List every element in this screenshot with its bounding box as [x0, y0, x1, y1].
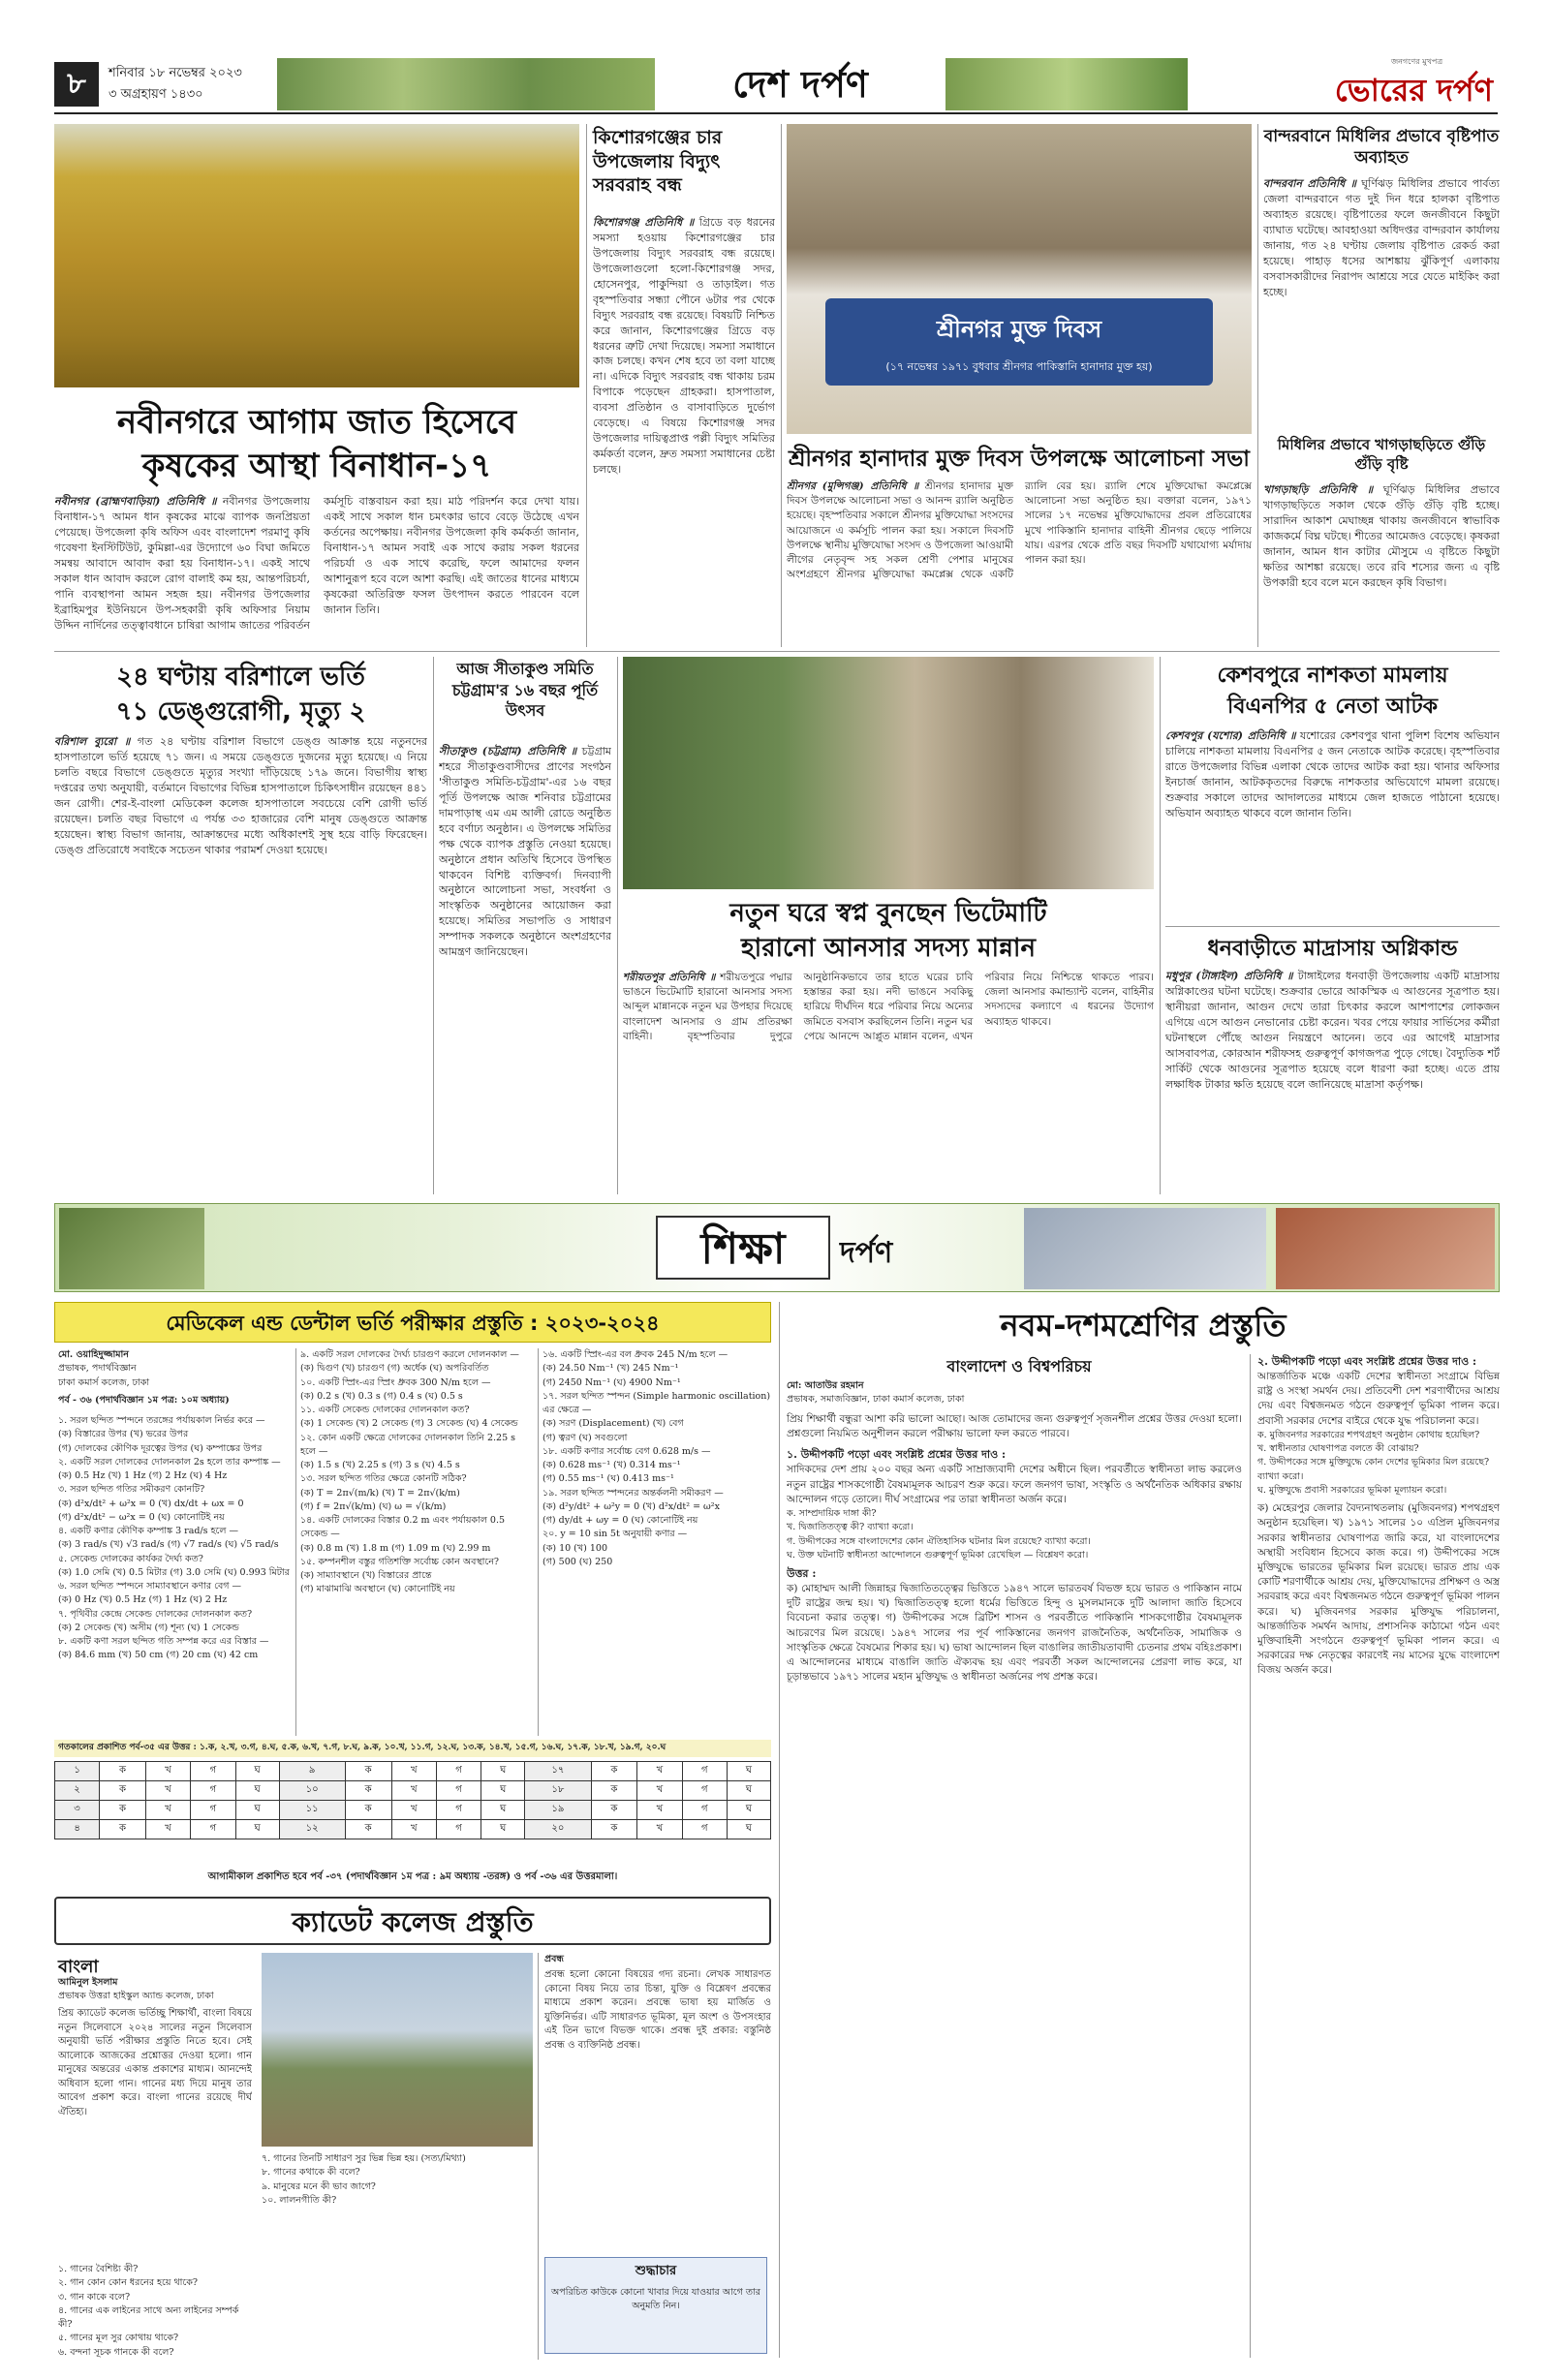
medical-q: ১৫. কম্পনশীল বস্তুর গতিশক্তি সর্বোচ্চ কোন অবস্থানে?	[300, 1556, 500, 1567]
col-divider-2	[781, 124, 782, 647]
class910-q2-part: ক. মুজিবনগর সরকারের শপথগ্রহণ অনুষ্ঠান কোথায় হয়েছিল?	[1257, 1429, 1480, 1440]
answer-cell: ১১	[279, 1801, 345, 1820]
answer-cell: গ	[682, 1762, 727, 1781]
medical-q: ১৩. সরল ছন্দিত গতির ক্ষেত্রে কোনটি সঠিক?	[300, 1473, 467, 1485]
education-banner-title: শিক্ষা	[700, 1224, 786, 1274]
answer-cell: গ	[191, 1781, 235, 1801]
answer-cell: ক	[345, 1781, 391, 1801]
header-photo-strip-right	[946, 58, 1188, 110]
medical-q: (গ) দোলকের কৌণিক দূরত্বের উপর (ঘ) কম্পাঙ্কের উপর	[58, 1442, 263, 1454]
cadet-col-divider	[538, 1953, 539, 2360]
cadet-body-2: প্রবন্ধ হলো কোনো বিষয়ের গদ্য রচনা। লেখক সাধারণত কোনো বিষয় নিয়ে তার চিন্তা, যুক্তি ও বিশ্লেষণ প্রবন্ধের মাধ্যমে প্রকাশ করেন। প্রবন্ধে ভাষা হয় মার্জিত ও যুক্তিনির্ভর। এটি সাধারণত ভূমিকা, মূল অংশ ও উপসংহার এই তিন ভাগে বিভক্ত থাকে। প্রবন্ধ দুই প্রকার: বস্তুনিষ্ঠ প্রবন্ধ ও ব্যক্তিনিষ্ঠ প্রবন্ধ।	[544, 1969, 771, 2051]
medical-answer-caption: গতকালের প্রকাশিত পর্ব-৩৫ এর উত্তর : ১.ক, ২.খ, ৩.গ, ৪.ঘ, ৫.ক, ৬.খ, ৭.গ, ৮.ঘ, ৯.ক, ১০.খ, ১১.গ, ১২.ঘ, ১৩.ক, ১৪.খ, ১৫.গ, ১৬.ঘ, ১৭.ক, ১৮.খ, ১৯.গ, ২০.ঘ	[54, 1740, 771, 1757]
medical-q: (গ) 2450 Nm⁻¹ (ঘ) 4900 Nm⁻¹	[542, 1376, 681, 1388]
medical-q: ৫. সেকেন্ড দোলকের কার্যকর দৈর্ঘ্য কত?	[58, 1553, 203, 1564]
cadet-q: ৫. গানের মূল সুর কোথায় থাকে?	[58, 2333, 179, 2344]
paper-tagline: জনগণের মুখপত্র	[1391, 57, 1443, 66]
medical-q: (ক) বিস্তারের উপর (খ) ভরের উপর	[58, 1429, 189, 1440]
answer-cell: ঘ	[481, 1820, 525, 1839]
medical-q: ১৪. একটি দোলকের বিস্তার 0.2 m এবং পর্যায়কাল 0.5 সেকেন্ড —	[300, 1515, 506, 1540]
class910-q2-part: গ. উদ্দীপকের সঙ্গে মুক্তিযুদ্ধে কোন দেশের ভূমিকার মিল রয়েছে? ব্যাখ্যা করো।	[1257, 1457, 1490, 1482]
answer-cell: গ	[436, 1801, 480, 1820]
medical-footer-note: আগামীকাল প্রকাশিত হবে পর্ব -৩৭ (পদার্থবিজ্ঞান ১ম পত্র : ৯ম অধ্যায় -তরঙ্গ) ও পর্ব -৩৬ এর উত্তরমালা।	[207, 1871, 618, 1882]
class910-q1-part: খ. দ্বিজাতিতত্ত্ব কী? ব্যাখ্যা করো।	[787, 1522, 914, 1533]
answer-cell: ক	[591, 1801, 637, 1820]
answer-cell: খ	[637, 1801, 682, 1820]
sreenagar-body-text: শ্রীনগর হানাদার মুক্ত দিবস উপলক্ষে আলোচনা সভা ও আনন্দ র‍্যালি অনুষ্ঠিত হয়েছে। বৃহস্পতিবার সকালে শ্রীনগর মুক্তিযোদ্ধা সংসদের আয়োজনে এ কর্মসূচি পালন করা হয়। সকালে দিবসটি উপলক্ষে স্থানীয় মুক্তিযোদ্ধা সংসদ ও উপজেলা আওয়ামী লীগের নেতৃবৃন্দ সহ সকল শ্রেণী পেশার মানুষের অংশগ্রহণে শ্রীনগর মুক্তিযোদ্ধা কমপ্লেক্স থেকে একটি র‍্যালি বের হয়। র‍্যালি শেষে মুক্তিযোদ্ধা কমপ্লেক্সে আলোচনা সভা অনুষ্ঠিত হয়। বক্তারা বলেন, ১৯৭১ সালের ১৭ নভেম্বর মুক্তিযোদ্ধাদের প্রবল প্রতিরোধের মুখে পাকিস্তানি হানাদার বাহিনী শ্রীনগর ছেড়ে পালিয়ে যায়। এরপর থেকে প্রতি বছর দিবসটি যথাযোগ্য মর্যাদায় পালন করা হয়।	[787, 480, 1252, 581]
sitakund-byline: সীতাকুণ্ড (চট্টগ্রাম) প্রতিনিধি ॥	[439, 745, 577, 757]
rain-headline-2: মিধিলির প্রভাবে খাগড়াছড়িতে গুঁড়ি গুঁড়ি বৃষ্টি	[1277, 436, 1486, 473]
answer-cell: খ	[145, 1762, 190, 1781]
answer-cell: খ	[391, 1762, 436, 1781]
medical-q: (ক) 0.5 Hz (খ) 1 Hz (গ) 2 Hz (ঘ) 4 Hz	[58, 1470, 228, 1481]
medical-q: ৭. পৃথিবীর কেন্দ্রে সেকেন্ড দোলকের দোলনকাল কত?	[58, 1608, 253, 1620]
power-headline: কিশোরগঞ্জের চার উপজেলায় বিদ্যুৎ সরবরাহ বন্ধ	[593, 127, 723, 197]
rain-body-text: ঘূর্ণিঝড় মিধিলির প্রভাবে পার্বত্য জেলা বান্দরবানে গত দুই দিন ধরে হালকা বৃষ্টিপাত অব্যাহত রয়েছে। বৃষ্টিপাতের ফলে জনজীবনে কিছুটা ব্যাঘাত ঘটেছে। আবহাওয়া অধিদপ্তর বান্দরবান কার্যালয় জানায়, গত ২৪ ঘণ্টায় জেলায় বৃষ্টিপাত রেকর্ড করা হয়েছে। পাহাড় ধসের আশঙ্কায় ঝুঁকিপূর্ণ এলাকায় বসবাসকারীদের নিরাপদ আশ্রয়ে সরে যেতে মাইকিং করা হচ্ছে।	[1263, 177, 1500, 298]
keshabpur-body	[1165, 728, 1500, 920]
answer-cell: ১৮	[525, 1781, 591, 1801]
keshabpur-fire-divider	[1165, 926, 1500, 927]
rain-byline-2: খাগড়াছড়ি প্রতিনিধি ॥	[1263, 483, 1374, 496]
answer-cell: ঘ	[727, 1801, 770, 1820]
class910-q2-title: ২. উদ্দীপকটি পড়ো এবং সংশ্লিষ্ট প্রশ্নের উত্তর দাও :	[1257, 1355, 1477, 1368]
ansar-body-text: শরীয়তপুরে পদ্মার ভাঙনে ভিটেমাটি হারানো আনসার সদস্য আব্দুল মান্নানকে নতুন ঘর উপহার দিয়েছে বাংলাদেশ আনসার ও গ্রাম প্রতিরক্ষা বাহিনী। বৃহস্পতিবার দুপুরে আনুষ্ঠানিকভাবে তার হাতে ঘরের চাবি হস্তান্তর করা হয়। নদী ভাঙনে সবকিছু হারিয়ে দীর্ঘদিন ধরে পরিবার নিয়ে অন্যের জমিতে বসবাস করছিলেন তিনি। নতুন ঘর পেয়ে আনন্দে আপ্লুত মান্নান বলেন, এখন পরিবার নিয়ে নিশ্চিন্তে থাকতে পারব। জেলা আনসার কমান্ড্যান্ট বলেন, বাহিনীর সদস্যদের কল্যাণে এ ধরনের উদ্যোগ অব্যাহত থাকবে।	[623, 972, 1154, 1042]
cadet-header	[54, 1897, 771, 1945]
answer-cell: ঘ	[727, 1762, 770, 1781]
answer-cell: গ	[191, 1801, 235, 1820]
sreenagar-banner	[825, 298, 1213, 386]
education-banner-photo-mid	[1024, 1208, 1266, 1289]
dengue-headline-2: ৭১ ডেঙ্গুরোগী, মৃত্যু ২	[115, 697, 366, 726]
keshabpur-headline-1: কেশবপুরে নাশকতা মামলায়	[1217, 664, 1448, 688]
answer-cell: ২০	[525, 1820, 591, 1839]
power-body-text: গ্রিডে বড় ধরনের সমস্যা হওয়ায় কিশোরগঞ্জের চার উপজেলায় বিদ্যুৎ সরবরাহ বন্ধ রয়েছে। উপজেলাগুলো হলো-কিশোরগঞ্জ সদর, হোসেনপুর, পাকুন্দিয়া ও তাড়াইল। গত বৃহস্পতিবার সন্ধ্যা পৌনে ৬টার পর থেকে বিদ্যুৎ সরবরাহ বন্ধ রয়েছে। বিষয়টি নিশ্চিত করে জানান, কিশোরগঞ্জের গ্রিডে বড় ধরনের ত্রুটি দেখা দিয়েছে। সমস্যা সমাধানে কাজ চলছে। কখন শেষ হবে তা বলা যাচ্ছে না। এদিকে বিদ্যুৎ সরবরাহ বন্ধ থাকায় চরম বিপাকে পড়েছেন গ্রাহকরা। হাসপাতাল, ব্যবসা প্রতিষ্ঠান ও বাসাবাড়িতে দুর্ভোগ বেড়েছে। এ বিষয়ে কিশোরগঞ্জ সদর উপজেলার দায়িত্বপ্রাপ্ত পল্লী বিদ্যুৎ সমিতির কর্মকর্তা বলেন, দ্রুত সমস্যা সমাধানের চেষ্টা চলছে।	[593, 216, 775, 476]
medical-q: (ক) T = 2π√(m/k) (খ) T = 2π√(k/m)	[300, 1487, 460, 1499]
medical-author: মো. ওয়াহিদুজ্জামান	[58, 1349, 129, 1360]
medical-q: (ক) 24.50 Nm⁻¹ (খ) 245 Nm⁻¹	[542, 1363, 679, 1375]
answer-cell: খ	[391, 1801, 436, 1820]
medical-q: (গ) d²x/dt² − ω²x = 0 (ঘ) কোনোটিই নয়	[58, 1511, 225, 1523]
class910-q1-body: সাদিকদের দেশ প্রায় ২০০ বছর অন্য একটি সাম্রাজ্যবাদী দেশের অধীনে ছিল। পরবর্তীতে স্বাধীনতা লাভ করলেও নতুন রাষ্ট্রের শাসকগোষ্ঠী বৈষম্যমূলক আচরণ শুরু করে। ফলে জনগণ ভাষা, সংস্কৃতি ও অর্থনৈতিক অধিকার রক্ষায় আন্দোলন গড়ে তোলে। দীর্ঘ সংগ্রামের পর তারা স্বাধীনতা অর্জন করে।	[787, 1464, 1242, 1505]
answer-cell: ক	[345, 1820, 391, 1839]
edu-col-divider	[779, 1302, 780, 2358]
medical-questions-col2	[300, 1348, 533, 1736]
medical-col-divider-2	[538, 1348, 539, 1736]
class910-subject: বাংলাদেশ ও বিশ্বপরিচয়	[946, 1357, 1092, 1375]
answer-cell: ঘ	[235, 1762, 279, 1781]
answer-cell: ঘ	[727, 1820, 770, 1839]
medical-q: (ক) 3 rad/s (খ) √3 rad/s (গ) √7 rad/s (ঘ) √5 rad/s	[58, 1539, 279, 1551]
answer-cell: গ	[682, 1820, 727, 1839]
answer-cell: গ	[436, 1820, 480, 1839]
answer-cell: ২	[55, 1781, 100, 1801]
answer-cell: গ	[436, 1781, 480, 1801]
sreenagar-photo	[787, 124, 1252, 434]
rice-field-photo	[54, 124, 579, 387]
medical-chapter: পর্ব - ৩৬ (পদার্থবিজ্ঞান ১ম পত্র: ১০ম অধ্যায়)	[58, 1394, 230, 1406]
cadet-section-label: প্রবন্ধ	[544, 1954, 564, 1964]
class910-col-b	[1257, 1354, 1500, 2358]
answer-cell: ক	[591, 1820, 637, 1839]
answer-row	[55, 1781, 771, 1801]
answer-cell: খ	[391, 1820, 436, 1839]
class910-q2-part: খ. স্বাধীনতার ঘোষণাপত্র বলতে কী বোঝায়?	[1257, 1443, 1419, 1455]
answer-cell: ১০	[279, 1781, 345, 1801]
medical-q: (ক) 10 (খ) 100	[542, 1542, 607, 1554]
answer-cell: ক	[345, 1762, 391, 1781]
class910-header: নবম-দশমশ্রেণির প্রস্তুতি	[1000, 1307, 1286, 1344]
medical-q: ১৬. একটি স্প্রিং-এর বল ধ্রুবক 245 N/m হলে —	[542, 1349, 728, 1360]
education-banner-photo-left	[59, 1208, 204, 1289]
answer-cell: খ	[637, 1781, 682, 1801]
sitakund-body	[439, 744, 611, 1194]
date-line-1: শনিবার ১৮ নভেম্বর ২০২৩	[108, 66, 242, 80]
cadet-q: ২. গান কোন কোন ধরনের হয়ে থাকে?	[58, 2277, 198, 2289]
page-number: ৮	[54, 62, 99, 107]
answer-cell: ১২	[279, 1820, 345, 1839]
answer-cell: খ	[637, 1820, 682, 1839]
answer-cell: ৯	[279, 1762, 345, 1781]
rain-body	[1263, 176, 1500, 428]
answer-cell: ক	[100, 1820, 146, 1839]
cadet-q: ৩. গান কাকে বলে?	[58, 2291, 131, 2303]
sreenagar-byline: শ্রীনগর (মুন্সিগঞ্জ) প্রতিনিধি ॥	[787, 480, 919, 492]
rain-body-2	[1263, 482, 1500, 645]
class910-author: মো: আতাউর রহমান	[787, 1380, 864, 1391]
sreenagar-body	[787, 479, 1252, 644]
cadet-box-text: অপরিচিত কাউকে কোনো খাবার দিয়ে যাওয়ার আগে তার অনুমতি নিন।	[551, 2287, 760, 2312]
rice-body	[54, 494, 579, 639]
answer-cell: খ	[637, 1762, 682, 1781]
answer-cell: ক	[100, 1762, 146, 1781]
medical-header	[54, 1302, 771, 1343]
fire-byline: মধুপুর (টাঙ্গাইল) প্রতিনিধি ॥	[1165, 970, 1293, 982]
class910-q1-part: গ. উদ্দীপকের সঙ্গে বাংলাদেশের কোন ঐতিহাসিক ঘটনার মিল রয়েছে? ব্যাখ্যা করো।	[787, 1535, 1091, 1547]
answer-cell: ঘ	[481, 1762, 525, 1781]
cadet-q: ১. গানের বৈশিষ্ট্য কী?	[58, 2264, 139, 2274]
sitakund-body-text: চট্টগ্রাম শহরে সীতাকুণ্ডবাসীদের প্রাণের সংগঠন 'সীতাকুণ্ড সমিতি-চট্টগ্রাম'-এর ১৬ বছর পূর্তি উপলক্ষে আজ শনিবার চট্টগ্রামের দামপাড়াস্থ এম এম আলী রোডে অনুষ্ঠিত হবে বর্ণাঢ্য অনুষ্ঠান। এ উপলক্ষে সমিতির পক্ষ থেকে ব্যাপক প্রস্তুতি নেওয়া হয়েছে। অনুষ্ঠানে প্রধান অতিথি হিসেবে উপস্থিত থাকবেন বিশিষ্ট ব্যক্তিবর্গ। দিনব্যাপী অনুষ্ঠানে আলোচনা সভা, সংবর্ধনা ও সাংস্কৃতিক অনুষ্ঠানের আয়োজন করা হয়েছে। সমিতির সভাপতি ও সাধারণ সম্পাদক সকলকে অনুষ্ঠানে অংশগ্রহণের আমন্ত্রণ জানিয়েছেন।	[439, 745, 611, 959]
answer-cell: খ	[145, 1820, 190, 1839]
answer-cell: খ	[391, 1781, 436, 1801]
class910-col-a	[787, 1412, 1242, 2358]
medical-q: ৪. একটি কণার কৌণিক কম্পাঙ্ক 3 rad/s হলে —	[58, 1526, 238, 1536]
class910-col-divider	[1250, 1354, 1251, 2358]
medical-answer-grid	[54, 1761, 771, 1839]
medical-q: ৩. সরল ছন্দিত গতির সমীকরণ কোনটি?	[58, 1484, 205, 1496]
answer-cell: ঘ	[235, 1820, 279, 1839]
dengue-body	[54, 734, 427, 1194]
rice-headline-2: কৃষকের আস্থা বিনাধান-১৭	[141, 447, 492, 485]
class910-answers: ক) মোহাম্মদ আলী জিন্নাহর দ্বিজাতিতত্ত্বের ভিত্তিতে ১৯৪৭ সালে ভারতবর্ষ বিভক্ত হয়ে ভারত ও পাকিস্তান নামে দুটি রাষ্ট্রের জন্ম হয়। খ) দ্বিজাতিতত্ত্ব হলো ধর্মের ভিত্তিতে হিন্দু ও মুসলমানকে দুটি আলাদা জাতি হিসেবে বিবেচনা করার তত্ত্ব। গ) উদ্দীপকের সঙ্গে ব্রিটিশ শাসন ও পরবর্তীতে পাকিস্তানি শাসকগোষ্ঠীর বৈষম্যমূলক আচরণের মিল রয়েছে। ১৯৪৭ সালের পর পূর্ব পাকিস্তানের জনগণ রাজনৈতিক, অর্থনৈতিক, সামাজিক ও সাংস্কৃতিক ক্ষেত্রে বৈষম্যের শিকার হয়। ঘ) ভাষা আন্দোলন ছিল বাঙালির জাতীয়তাবাদী চেতনার প্রথম বহিঃপ্রকাশ। এ আন্দোলনের মাধ্যমে বাঙালি জাতি ঐক্যবদ্ধ হয় এবং পরবর্তী সকল আন্দোলনের প্রেরণা লাভ করে, যা চূড়ান্তভাবে ১৯৭১ সালের মহান মুক্তিযুদ্ধ ও স্বাধীনতা অর্জনের পথ প্রশস্ত করে।	[787, 1582, 1242, 1684]
medical-author-inst: ঢাকা কমার্স কলেজ, ঢাকা	[58, 1376, 150, 1388]
medical-col-divider-1	[295, 1348, 296, 1736]
keshabpur-body-text: যশোরের কেশবপুর থানা পুলিশ বিশেষ অভিযান চালিয়ে নাশকতা মামলায় বিএনপির ৫ জন নেতাকে আটক করেছে। বৃহস্পতিবার রাতে উপজেলার বিভিন্ন এলাকা থেকে তাদের আটক করা হয়। থানার অফিসার ইনচার্জ জানান, আটককৃতদের বিরুদ্ধে নাশকতার অভিযোগে মামলা রয়েছে। শুক্রবার সকালে তাদের আদালতের মাধ্যমে জেল হাজতে পাঠানো হয়েছে। অভিযান অব্যাহত থাকবে বলে জানান তিনি।	[1165, 729, 1500, 819]
answer-cell: গ	[436, 1762, 480, 1781]
medical-q: (ক) 0 Hz (খ) 0.5 Hz (গ) 1 Hz (ঘ) 2 Hz	[58, 1594, 228, 1606]
answer-table	[54, 1761, 771, 1839]
medical-q: (ক) 2 সেকেন্ড (খ) অসীম (গ) শূন্য (ঘ) 1 সেকেন্ড	[58, 1622, 239, 1633]
medical-q: ১৯. সরল ছন্দিত স্পন্দনের অন্তর্কলনী সমীকরণ —	[542, 1487, 724, 1499]
col-divider-4	[433, 657, 434, 1194]
class910-q2-body: আন্তর্জাতিক মঞ্চে একটি দেশের স্বাধীনতা সংগ্রামে বিভিন্ন রাষ্ট্র ও সংস্থা সমর্থন দেয়। প্রতিবেশী দেশ শরণার্থীদের আশ্রয় দেয় এবং বিশ্বজনমত গঠনে গুরুত্বপূর্ণ ভূমিকা পালন করে। প্রবাসী সরকার দেশের বাইরে থেকে যুদ্ধ পরিচালনা করে।	[1257, 1370, 1500, 1427]
cadet-questions	[58, 2263, 252, 2360]
answer-cell: গ	[682, 1781, 727, 1801]
class910-q1-part: ক. সাম্প্রদায়িক দাঙ্গা কী?	[787, 1508, 877, 1520]
fire-body	[1165, 969, 1500, 1193]
cadet-header-text: ক্যাডেট কলেজ প্রস্তুতি	[292, 1906, 534, 1938]
education-banner-suffix: দর্পণ	[840, 1236, 893, 1270]
medical-q: (ক) সরণ (Displacement) (খ) বেগ	[542, 1418, 684, 1430]
medical-q: (ক) 1.5 s (খ) 2.25 s (গ) 3 s (ঘ) 4.5 s	[300, 1460, 460, 1470]
class910-q2-part: ঘ. মুক্তিযুদ্ধে প্রবাসী সরকারের ভূমিকা মূল্যায়ন করো।	[1257, 1484, 1447, 1496]
medical-q: ১২. কোন একটি ক্ষেত্রে দোলকের দোলনকাল তিনি 2.25 s হলে —	[300, 1432, 516, 1457]
medical-q: ১. সরল ছন্দিত স্পন্দনে তরঙ্গের পর্যায়কাল নির্ভর করে —	[58, 1415, 265, 1426]
cadet-mid-questions	[262, 2152, 533, 2208]
class910-q1-title: ১. উদ্দীপকটি পড়ো এবং সংশ্লিষ্ট প্রশ্নের উত্তর দাও :	[787, 1448, 1007, 1462]
medical-q: ১৭. সরল ছন্দিত স্পন্দন (Simple harmonic oscillation) এর ক্ষেত্রে —	[542, 1390, 771, 1415]
answer-row	[55, 1762, 771, 1781]
medical-questions-col1	[58, 1414, 291, 1734]
ansar-byline: শরীয়তপুর প্রতিনিধি ॥	[623, 972, 716, 983]
keshabpur-headline-2: বিএনপির ৫ নেতা আটক	[1227, 695, 1438, 719]
medical-q: ৮. একটি কণা সরল ছন্দিত গতি সম্পন্ন করে এর বিস্তার —	[58, 1636, 269, 1647]
fire-body-text: টাঙ্গাইলের ধনবাড়ী উপজেলায় একটি মাদ্রাসায় অগ্নিকাণ্ডের ঘটনা ঘটেছে। শুক্রবার ভোরে আকস্মিক এ আগুনের সূত্রপাত হয়। স্থানীয়রা জানান, আগুন দেখে তারা চিৎকার করলে আশপাশের লোকজন এগিয়ে এসে আগুন নেভানোর চেষ্টা করেন। খবর পেয়ে ফায়ার সার্ভিসের কর্মীরা ঘটনাস্থলে পৌঁছে আগুন নিয়ন্ত্রণে আনেন। তবে এর আগেই মাদ্রাসার আসবাবপত্র, কোরআন শরীফসহ গুরুত্বপূর্ণ কাগজপত্র পুড়ে গেছে। বৈদ্যুতিক শর্ট সার্কিট থেকে আগুনের সূত্রপাত হয়েছে বলে ধারণা করা হচ্ছে। এতে প্রায় লক্ষাধিক টাকার ক্ষতি হয়েছে বলে জানিয়েছে মাদ্রাসা কর্তৃপক্ষ।	[1165, 970, 1500, 1091]
cadet-body-1: প্রিয় ক্যাডেট কলেজ ভর্তিচ্ছু শিক্ষার্থী, বাংলা বিষয়ে নতুন সিলেবাসে ২০২৪ সালের নতুন সিলেবাস অনুযায়ী ভর্তি পরীক্ষার প্রস্তুতি নিতে হবে। সেই আলোকে আজকের প্রশ্নোত্তর দেওয়া হলো। গান মানুষের অন্তরের একান্ত প্রকাশের মাধ্যম। আনন্দেই অধিবাস হলো গান। গানের মধ্য দিয়ে মানুষ তার আবেগ প্রকাশ করে। বাংলা গানের রয়েছে দীর্ঘ ঐতিহ্য।	[58, 2008, 252, 2117]
cadet-mid-q: ৭. গানের তিনটি সাধারণ সুর ভিন্ন ভিন্ন হয়। (সত্য/মিথ্যা)	[262, 2153, 466, 2164]
answer-cell: ঘ	[727, 1781, 770, 1801]
answer-cell: ক	[591, 1781, 637, 1801]
col-divider-3	[1257, 124, 1258, 647]
medical-header-text: মেডিকেল এন্ড ডেন্টাল ভর্তি পরীক্ষার প্রস্তুতি : ২০২৩-২০২৪	[166, 1312, 660, 1335]
cadet-subject: বাংলা	[58, 1957, 99, 1977]
sreenagar-banner-title: শ্রীনগর মুক্ত দিবস	[936, 316, 1102, 343]
cadet-parade-photo	[262, 1953, 533, 2147]
class910-answer-label: উত্তর :	[787, 1567, 817, 1581]
medical-questions-col3	[542, 1348, 771, 1736]
power-byline: কিশোরগঞ্জ প্রতিনিধি ॥	[593, 216, 695, 229]
keshabpur-byline: কেশবপুর (যশোর) প্রতিনিধি ॥	[1165, 729, 1296, 742]
answer-cell: ক	[591, 1762, 637, 1781]
cadet-box	[544, 2257, 767, 2354]
answer-cell: গ	[682, 1801, 727, 1820]
education-banner-title-box	[656, 1216, 830, 1280]
medical-q: (গ) 0.55 ms⁻¹ (ঘ) 0.413 ms⁻¹	[542, 1473, 674, 1485]
rain-body-2-text: ঘূর্ণিঝড় মিধিলির প্রভাবে খাগড়াছড়িতে সকাল থেকে গুঁড়ি গুঁড়ি বৃষ্টি হচ্ছে। সারাদিন আকাশ মেঘাচ্ছন্ন থাকায় জনজীবনে স্বাভাবিক কাজকর্মে বিঘ্ন ঘটছে। শীতের আমেজও বেড়েছে। কৃষকরা জানান, আমন ধান কাটার মৌসুমে এ বৃষ্টিতে কিছুটা ক্ষতির আশঙ্কা রয়েছে। তবে রবি শস্যের জন্য এ বৃষ্টি উপকারী হবে বলে মনে করছেন কৃষি বিভাগ।	[1263, 483, 1500, 589]
education-banner	[54, 1203, 1500, 1292]
medical-q: ১১. একটি সেকেন্ড দোলকের দোলনকাল কত?	[300, 1405, 470, 1415]
ansar-headline-1: নতুন ঘরে স্বপ্ন বুনছেন ভিটেমাটি	[729, 899, 1047, 928]
rice-headline-1: নবীনগরে আগাম জাত হিসেবে	[116, 403, 517, 442]
medical-q: (ক) 1 সেকেন্ড (খ) 2 সেকেন্ড (গ) 3 সেকেন্ড (ঘ) 4 সেকেন্ড	[300, 1418, 518, 1430]
medical-q: ১৮. একটি কণার সর্বোচ্চ বেগ 0.628 m/s —	[542, 1445, 711, 1457]
header-photo-strip-left	[277, 58, 655, 110]
sitakund-headline: আজ সীতাকুণ্ড সমিতি চট্টগ্রাম'র ১৬ বছর পূর্তি উৎসব	[451, 660, 599, 721]
medical-q: (ক) 0.628 ms⁻¹ (খ) 0.314 ms⁻¹	[542, 1460, 681, 1470]
medical-q: ৯. একটি সরল দোলকের দৈর্ঘ্য চারগুণ করলে দোলনকাল —	[300, 1349, 519, 1360]
answer-cell: ঘ	[481, 1801, 525, 1820]
answer-cell: ১৯	[525, 1801, 591, 1820]
medical-q: (ক) d²x/dt² + ω²x = 0 (খ) dx/dt + ωx = 0	[58, 1498, 244, 1509]
sreenagar-banner-sub: (১৭ নভেম্বর ১৯৭১ বুধবার শ্রীনগর পাকিস্তানি হানাদার মুক্ত হয়)	[885, 360, 1153, 373]
ansar-body	[623, 971, 1154, 1193]
dengue-headline-1: ২৪ ঘণ্টায় বরিশালে ভর্তি	[116, 663, 365, 692]
medical-q: ১০. একটি স্প্রিং-এর স্প্রিং ধ্রুবক 300 N/m হলে —	[300, 1376, 491, 1388]
cadet-mid-q: ১০. লালনগীতি কী?	[262, 2194, 337, 2206]
dengue-body-text: গত ২৪ ঘণ্টায় বরিশাল বিভাগে ডেঙ্গু আক্রান্ত হয়ে নতুনদের হাসপাতালে ভর্তি হয়েছে ৭১ জন। এ সময়ে ডেঙ্গুতে দুজনের মৃত্যু হয়েছে। এ নিয়ে চলতি বছরে বিভাগে ডেঙ্গুতে মৃত্যুর সংখ্যা দাঁড়িয়েছে ১৭৯ জনে। বিভাগীয় স্বাস্থ্য দপ্তরের তথ্য অনুযায়ী, বর্তমানে বিভাগের বিভিন্ন হাসপাতালে চিকিৎসাধীন রয়েছেন ৪৪১ জন রোগী। শের-ই-বাংলা মেডিকেল কলেজ হাসপাতালে সবচেয়ে বেশি রোগী ভর্তি রয়েছেন। চলতি বছর বিভাগে এ পর্যন্ত ৩৩ হাজারের বেশি মানুষ ডেঙ্গুতে আক্রান্ত হয়েছেন। স্বাস্থ্য বিভাগ জানায়, আক্রান্তদের মধ্যে অধিকাংশই সুস্থ হয়ে বাড়ি ফিরেছেন। ডেঙ্গু প্রতিরোধে সবাইকে সচেতন থাকার পরামর্শ দেওয়া হয়েছে।	[54, 735, 427, 856]
rain-headline: বান্দরবানে মিধিলির প্রভাবে বৃষ্টিপাত অব্যাহত	[1263, 127, 1500, 169]
rain-byline: বান্দরবান প্রতিনিধি ॥	[1263, 177, 1357, 190]
fire-headline: ধনবাড়ীতে মাদ্রাসায় অগ্নিকান্ড	[1207, 937, 1458, 961]
medical-q: (ক) 1.0 সেমি (খ) 0.5 মিটার (গ) 3.0 সেমি (ঘ) 0.993 মিটার	[58, 1566, 290, 1578]
answer-row	[55, 1801, 771, 1820]
date-line-2: ৩ অগ্রহায়ণ ১৪৩০	[108, 87, 203, 102]
medical-q: (ক) 0.8 m (খ) 1.8 m (গ) 1.09 m (ঘ) 2.99 m	[300, 1542, 491, 1554]
answer-row	[55, 1820, 771, 1839]
medical-q: ৬. সরল ছন্দিত স্পন্দনে সাম্যাবস্থানে কণার বেগ —	[58, 1581, 242, 1592]
rice-byline: নবীনগর (ব্রাহ্মণবাড়িয়া) প্রতিনিধি ॥	[54, 495, 217, 508]
cadet-author: আমিনুল ইসলাম	[58, 1977, 118, 1988]
medical-q: (ক) সাম্যাবস্থানে (খ) বিস্তারের প্রান্তে	[300, 1570, 432, 1581]
medical-q: (ক) দ্বিগুণ (খ) চারগুণ (গ) অর্ধেক (ঘ) অপরিবর্তিত	[300, 1363, 489, 1375]
medical-intro	[58, 1348, 291, 1407]
answer-cell: ঘ	[235, 1801, 279, 1820]
medical-q: (ক) d²y/dt² + ω²y = 0 (খ) d²x/dt² = ω²x	[542, 1500, 720, 1512]
answer-cell: ঘ	[235, 1781, 279, 1801]
sreenagar-headline: শ্রীনগর হানাদার মুক্ত দিবস উপলক্ষে আলোচনা সভা	[789, 447, 1250, 472]
answer-cell: ক	[345, 1801, 391, 1820]
col-divider-5	[617, 657, 618, 1194]
col-divider-6	[1160, 657, 1161, 1194]
medical-q: (গ) ত্বরণ (ঘ) সবগুলো	[542, 1432, 628, 1443]
answer-cell: ঘ	[481, 1781, 525, 1801]
dengue-byline: বরিশাল ব্যুরো ॥	[54, 735, 131, 748]
cadet-q: ৬. বন্দনা সূচক গানকে কী বলে?	[58, 2346, 174, 2358]
page-header	[54, 56, 1498, 114]
answer-cell: ১	[55, 1762, 100, 1781]
answer-cell: ক	[100, 1801, 146, 1820]
ansar-photo	[623, 657, 1154, 889]
answer-cell: গ	[191, 1820, 235, 1839]
answer-cell: ক	[100, 1781, 146, 1801]
class910-author-info: প্রভাষক, সমাজবিজ্ঞান, ঢাকা কমার্স কলেজ, ঢাকা	[787, 1394, 965, 1405]
cadet-box-title: শুদ্ধাচার	[635, 2264, 677, 2278]
col-divider-1	[586, 124, 587, 647]
cadet-mid-q: ৮. গানের কথাকে কী বলে?	[262, 2167, 360, 2179]
ansar-headline-2: হারানো আনসার সদস্য মান্নান	[741, 934, 1036, 963]
medical-q: (গ) মাঝামাঝি অবস্থানে (ঘ) কোনোটিই নয়	[300, 1584, 455, 1595]
class910-q1-part: ঘ. উক্ত ঘটনাটি স্বাধীনতা আন্দোলনে গুরুত্বপূর্ণ ভূমিকা রেখেছিল — বিশ্লেষণ করো।	[787, 1549, 1089, 1561]
medical-q: ২. একটি সরল দোলকের দোলনকাল 2s হলে তার কম্পাঙ্ক —	[58, 1456, 281, 1468]
medical-q: (গ) dy/dt + ωy = 0 (ঘ) কোনোটিই নয়	[542, 1515, 698, 1526]
education-banner-photo-right	[1276, 1208, 1495, 1289]
paper-logo: ভোরের দর্পণ	[1334, 72, 1493, 108]
cadet-mid-q: ৯. মানুষের মনে কী ভাব জাগে?	[262, 2180, 376, 2192]
answer-cell: খ	[145, 1781, 190, 1801]
medical-q: (ক) 0.2 s (খ) 0.3 s (গ) 0.4 s (ঘ) 0.5 s	[300, 1390, 463, 1402]
answer-cell: ৩	[55, 1801, 100, 1820]
class910-answers-2: ক) মেহেরপুর জেলার বৈদ্যনাথতলায় (মুজিবনগর) শপথগ্রহণ অনুষ্ঠান হয়েছিল। খ) ১৯৭১ সালের ১০ এপ্রিল মুজিবনগর সরকার স্বাধীনতার ঘোষণাপত্র জারি করে, যা বাংলাদেশের অস্থায়ী সংবিধান হিসেবে কাজ করে। গ) উদ্দীপকের সঙ্গে মুক্তিযুদ্ধে ভারতের ভূমিকার মিল রয়েছে। ভারত প্রায় এক কোটি শরণার্থীকে আশ্রয় দেয়, মুক্তিযোদ্ধাদের প্রশিক্ষণ ও অস্ত্র সরবরাহ করে এবং বিশ্বজনমত গঠনে গুরুত্বপূর্ণ ভূমিকা পালন করে। ঘ) মুজিবনগর সরকার মুক্তিযুদ্ধ পরিচালনা, আন্তর্জাতিক সমর্থন আদায়, প্রশাসনিক কাঠামো গঠন এবং মুক্তিবাহিনী সংগঠনে গুরুত্বপূর্ণ ভূমিকা পালন করে। এ সরকারের দক্ষ নেতৃত্বের কারণেই নয় মাসের যুদ্ধে বাংলাদেশ বিজয় অর্জন করে।	[1257, 1502, 1500, 1677]
medical-q: (ক) 84.6 mm (খ) 50 cm (গ) 20 cm (ঘ) 42 cm	[58, 1650, 259, 1661]
row-divider-1	[54, 651, 1500, 652]
power-body	[593, 215, 775, 641]
rice-body-text: নবীনগর উপজেলায় বিনাধান-১৭ আমন ধান কৃষকের মাঝে ব্যাপক জনপ্রিয়তা পেয়েছে। উপজেলা কৃষি অফিস এবং বাংলাদেশ পরমাণু কৃষি গবেষণা ইনস্টিটিউট, কুমিল্লা-এর উদ্যোগে ৬০ বিঘা জমিতে সমন্বয় আবাদে আবাদ করা হয় বিনাধান-১৭। একই সাথে সকাল ধান আবাদ করলে রোগ বালাই কম হয়, আন্তপরিচর্যা, পানি ব্যবস্থাপনা আমন সহজ হয়। নবীনগর উপজেলার ইব্রাহিমপুর ইউনিয়নে উপ-সহকারী কৃষি অফিসার নিয়াম উদ্দিন নার্দিনের তত্ত্বাবধানে চাষিরা আগাম জাতের পরিবর্তন কর্মসূচি বাস্তবায়ন করা হয়। মাঠ পরিদর্শন করে দেখা যায়। একই সাথে সকাল ধান চমৎকার ভাবে বেড়ে উঠেছে এখন কর্তনের অপেক্ষায়। নবীনগর উপজেলা কৃষি কর্মকর্তা জানান, বিনাধান-১৭ আমন সবাই এক সাথে করায় সকল ধরনের পরিচর্যা ও এক সাথে করেছি, ফলে আমাদের ফলন আশানুরূপ হবে বলে আশা করছি। এই জাতের ধানের মাধ্যমে কৃষকেরা অতিরিক্ত ফসল উৎপাদন করতে পারবেন বলে জানান তিনি।	[54, 495, 579, 632]
medical-q: (গ) f = 2π√(k/m) (ঘ) ω = √(k/m)	[300, 1500, 447, 1512]
class910-intro: প্রিয় শিক্ষার্থী বন্ধুরা আশা করি ভালো আছো। আজ তোমাদের জন্য গুরুত্বপূর্ণ সৃজনশীল প্রশ্নের উত্তর দেওয়া হলো। প্রশ্নগুলো নিয়মিত অনুশীলন করলে পরীক্ষায় ভালো ফল করতে পারবে।	[787, 1413, 1242, 1440]
cadet-q: ৪. গানের এক লাইনের সাথে অন্য লাইনের সম্পর্ক কী?	[58, 2304, 239, 2330]
answer-cell: গ	[191, 1762, 235, 1781]
medical-q: (গ) 500 (ঘ) 250	[542, 1556, 613, 1567]
answer-cell: ৪	[55, 1820, 100, 1839]
section-title: দেশ দর্পণ	[732, 63, 868, 106]
answer-cell: খ	[145, 1801, 190, 1820]
cadet-author-info: প্রভাষক উত্তরা হাইস্কুল অ্যান্ড কলেজ, ঢাকা	[58, 1991, 214, 2001]
medical-author-title: প্রভাষক, পদার্থবিজ্ঞান	[58, 1363, 137, 1375]
answer-cell: ১৭	[525, 1762, 591, 1781]
medical-q: ২০. y = 10 sin 5t অনুযায়ী কণার —	[542, 1529, 688, 1540]
